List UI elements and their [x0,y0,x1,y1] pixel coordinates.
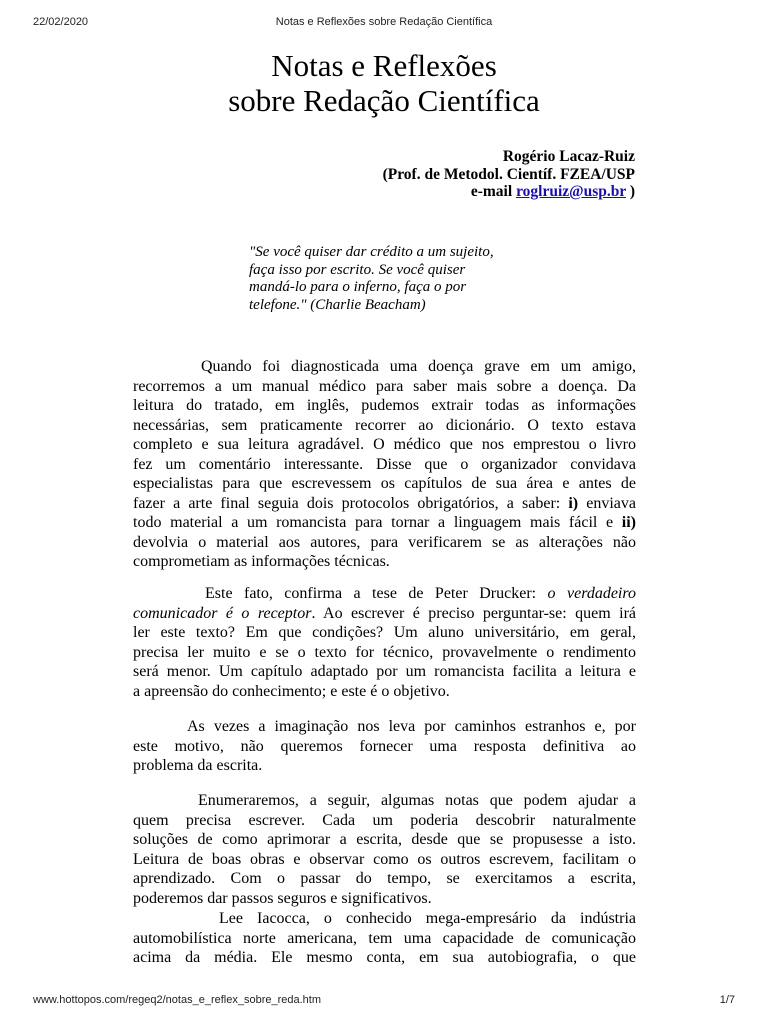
list-marker-i: i) [568,494,579,512]
text-line: necessárias, sem praticamente recorrer ao dicionário. O texto estava [133,416,636,434]
print-footer-url: www.hottopos.com/regeq2/notas_e_reflex_sobre_reda.htm [33,994,322,1006]
quote-line: "Se você quiser dar crédito a um sujeito, [249,244,494,260]
emphasis: o verdadeiro [547,585,637,602]
text-line: completo e sua leitura agradável. O médico que nos emprestou o livro [133,436,636,453]
text-line: Lee Iacocca, o conhecido mega-empresário da indústria [219,910,636,927]
document-title-line-2: sobre Redação Científica [228,83,540,118]
text-line: fez um comentário interessante. Disse que o organizador convidava [133,455,636,473]
document-title [0,48,768,118]
text-line: leitura do tratado, em inglês, pudemos extrair todas as informações [133,397,636,414]
text-line: será menor. Um capítulo adaptado por um romancista facilita a leitura e [133,663,636,680]
print-header-title: Notas e Reflexões sobre Redação Científica [275,16,493,28]
author-affiliation: (Prof. de Metodol. Científ. FZEA/USP [382,165,635,183]
email-prefix: e-mail [470,183,517,200]
text-line: quem precisa escrever. Cada um poderia descobrir naturalmente [133,811,636,829]
text-run: fazer a arte final seguia dois protocolos obrigatórios, a saber: [133,494,569,512]
text-line: este motivo, não queremos fornecer uma resposta definitiva ao [133,737,636,755]
text-line: automobilística norte americana, tem uma capacidade de comunicação [133,929,636,947]
quote-line: telefone." (Charlie Beacham) [249,296,426,313]
text-line: Leitura de boas obras e observar como os outros escrevem, facilitam o [133,850,636,868]
text-line: comprometiam as informações técnicas. [133,553,390,570]
text-line: As vezes a imaginação nos leva por caminhos estranhos e, por [187,718,636,735]
text-line: a apreensão do conhecimento; e este é o objetivo. [133,682,450,700]
list-marker-ii: ii) [621,514,636,531]
text-line: devolvia o material aos autores, para verificarem se as alterações não [133,533,636,551]
quote-line: mandá-lo para o inferno, faça o por [249,279,467,295]
text-line [133,494,636,514]
print-page-number: 1/7 [719,994,735,1006]
text-line: recorremos a um manual médico para saber mais sobre a doença. Da [133,377,636,395]
text-line: acima da média. Ele mesmo conta, em sua autobiografia, o que [133,949,636,966]
text-line: Enumeraremos, a seguir, algumas notas que podem ajudar a [198,792,636,809]
quote-line: faça isso por escrito. Se você quiser [249,261,466,278]
author-block [383,148,635,201]
author-email-line [383,183,635,201]
text-line: precisa ler muito e se o texto for técnico, provavelmente o rendimento [133,643,636,661]
paragraph-4 [133,791,636,908]
paragraph-5 [133,909,636,968]
text-line: Quando foi diagnosticada uma doença grave em um amigo, [201,358,636,375]
text-line [133,513,636,533]
text-run: Este fato, confirma a tese de Peter Drucker: [205,585,548,602]
text-line: especialistas para que escrevessem os capítulos de sua área e antes de [133,475,636,492]
text-line: poderemos dar passos seguros e significativos. [133,889,432,907]
email-suffix: ) [625,183,635,200]
text-line: soluções de como aprimorar a escrita, desde que se propusesse a isto. [133,831,636,848]
text-run: todo material a um romancista para tornar a linguagem mais fácil e [133,514,622,531]
text-run: enviava [578,494,637,512]
text-line [133,584,636,604]
text-line: ler este texto? Em que condições? Um aluno universitário, em geral, [133,624,636,641]
text-line: problema da escrita. [133,757,263,774]
paragraph-3 [133,717,636,776]
print-date: 22/02/2020 [33,16,89,28]
epigraph-quote [249,244,529,314]
paragraph-2 [133,584,636,701]
emphasis: comunicador é o receptor [133,604,312,622]
text-line [133,604,636,624]
paragraph-1 [133,357,636,572]
author-name: Rogério Lacaz-Ruiz [502,148,635,165]
email-link[interactable]: roglruiz@usp.br [516,183,626,200]
document-title-line-1: Notas e Reflexões [271,48,497,83]
text-line: aprendizado. Com o passar do tempo, se exercitamos a escrita, [133,870,636,887]
text-run: . Ao escrever é preciso perguntar-se: quem irá [311,604,636,622]
